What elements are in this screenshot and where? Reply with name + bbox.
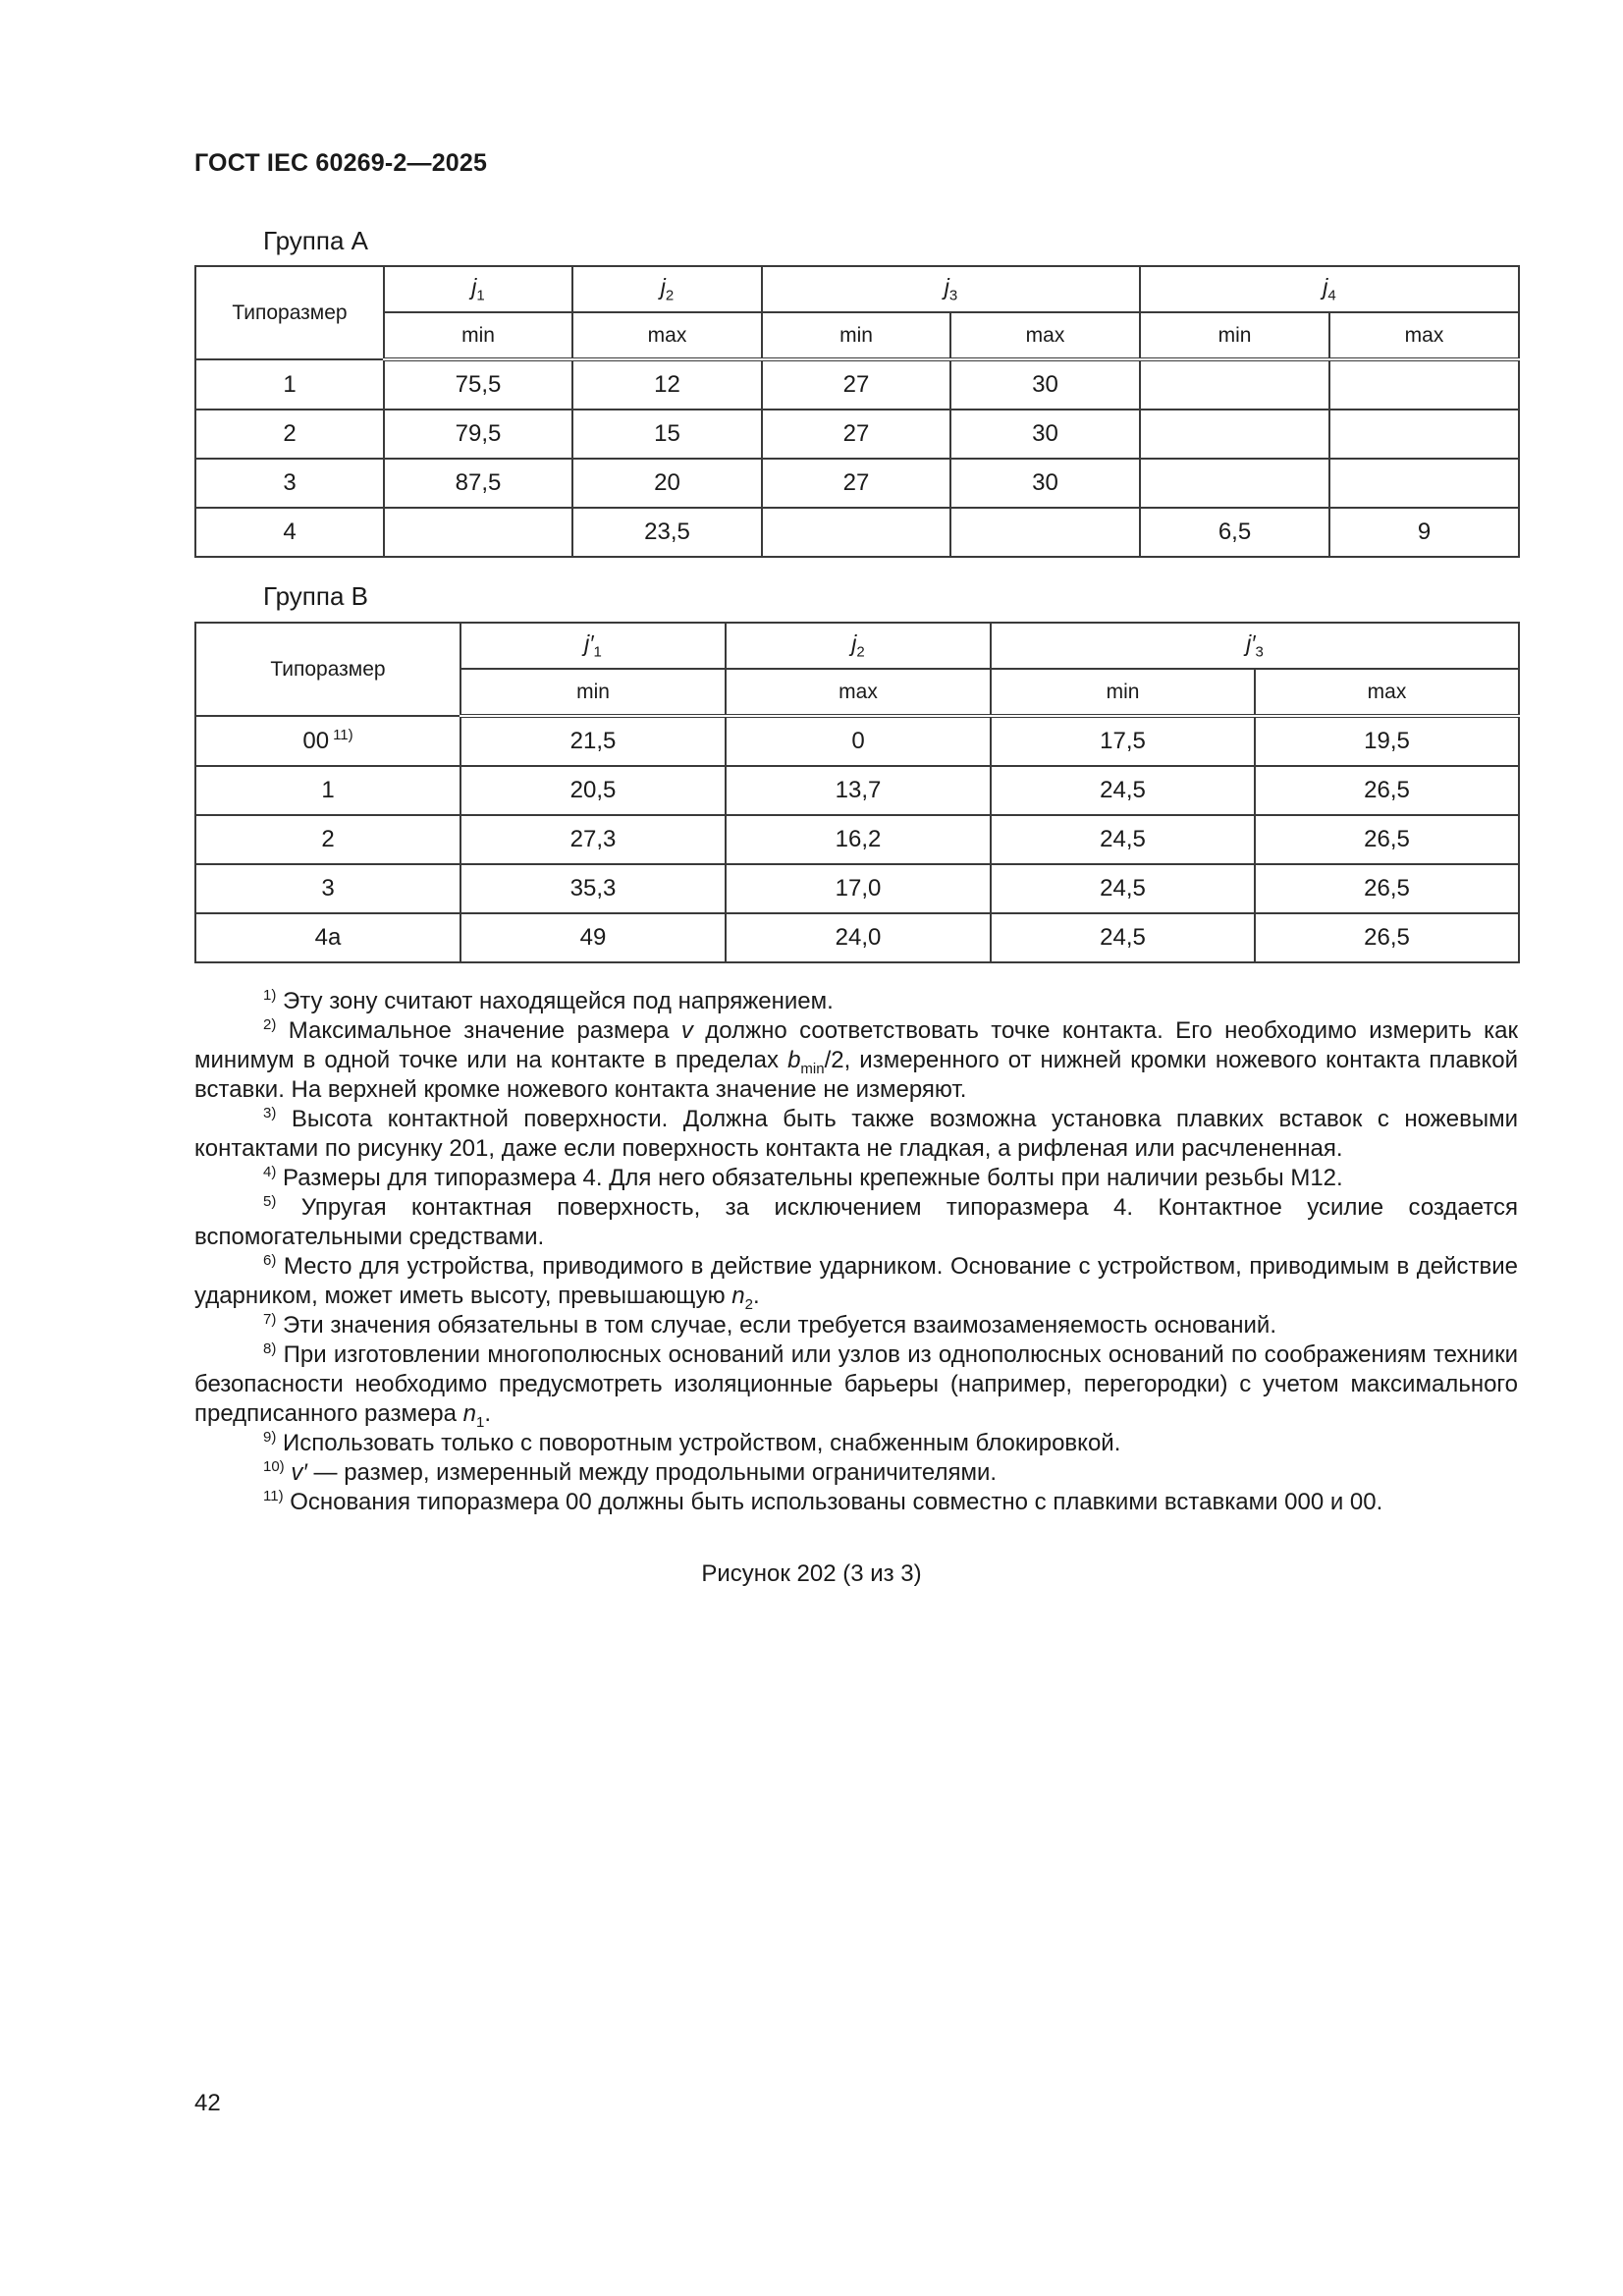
table-cell: 1: [195, 766, 460, 815]
table-cell: 26,5: [1255, 766, 1519, 815]
table-cell: [384, 508, 572, 557]
table-cell: 24,5: [991, 766, 1255, 815]
table-cell: [1329, 359, 1519, 410]
table-row: [195, 359, 1519, 410]
group-a-title: Группа А: [263, 226, 368, 255]
group-a-table: [194, 265, 1520, 558]
table-cell: 24,0: [726, 913, 991, 962]
page-number: 42: [194, 2090, 221, 2116]
table-cell: 13,7: [726, 766, 991, 815]
table-cell: 27: [762, 410, 950, 459]
table-cell: 27: [762, 359, 950, 410]
table-row: [195, 864, 1519, 913]
group-b-title: Группа В: [263, 581, 368, 611]
table-cell: 19,5: [1255, 716, 1519, 766]
table-cell: 75,5: [384, 359, 572, 410]
table-cell: [1140, 459, 1329, 508]
table-row: [195, 716, 1519, 766]
subheader-min: min: [991, 669, 1255, 716]
table-cell: 2: [195, 815, 460, 864]
col-header-j3-prime: $j'_3$: [991, 623, 1519, 669]
table-cell: 49: [460, 913, 726, 962]
subheader-min: min: [762, 312, 950, 359]
table-cell: 79,5: [384, 410, 572, 459]
footnote-6: $^{6)}$ Место для устройства, приводимого в действие ударником. Основание с устройством, приводимым в действие ударником, может иметь высоту, превышающую $n_2$.: [194, 1252, 1518, 1313]
footnote-10: $^{10)}$ v′ — размер, измеренный между продольными ограничителями.: [263, 1458, 998, 1486]
col-header-j2: $j_2$: [726, 623, 991, 669]
footnote-5: $^{5)}$ Упругая контактная поверхность, за исключением типоразмера 4. Контактное усилие создается вспомогательными средствами.: [194, 1193, 1518, 1250]
table-cell: 4a: [195, 913, 460, 962]
table-cell: 27,3: [460, 815, 726, 864]
size-header: Типоразмер: [195, 623, 460, 716]
table-cell: 1: [195, 359, 384, 410]
footnote-4: $^{4)}$ Размеры для типоразмера 4. Для него обязательны крепежные болты при наличии резьбы М12.: [263, 1164, 1343, 1191]
footnote-2: $^{2)}$ Максимальное значение размера v должно соответствовать точке контакта. Его необходимо измерить как минимум в одной точке или на контакте в пределах $b_{min}/2$, измеренного от нижней кромки ножевого контакта плавкой вставки. На верхней кромке ножевого контакта значение не измеряют.: [194, 1016, 1519, 1103]
table-cell: 26,5: [1255, 913, 1519, 962]
table-cell: 3: [195, 459, 384, 508]
table-cell: 15: [572, 410, 762, 459]
subheader-min: min: [384, 312, 572, 359]
subheader-min: min: [460, 669, 726, 716]
table-row: [195, 459, 1519, 508]
subheader-max: max: [1255, 669, 1519, 716]
size-header: Типоразмер: [195, 266, 384, 359]
figure-caption: Рисунок 202 (3 из 3): [701, 1560, 922, 1587]
document-header: ГОСТ IEC 60269-2—2025: [194, 149, 488, 177]
table-row: [195, 815, 1519, 864]
table-cell: 6,5: [1140, 508, 1329, 557]
table-cell: 24,5: [991, 864, 1255, 913]
footnote-3: $^{3)}$ Высота контактной поверхности. Должна быть также возможна установка плавких вставок с ножевыми контактами по рисунку 201, даже если поверхность контакта не гладкая, а рифленая или расчлененная.: [194, 1105, 1518, 1162]
table-cell: 20: [572, 459, 762, 508]
table-cell: 21,5: [460, 716, 726, 766]
table-row: [195, 766, 1519, 815]
table-cell: 12: [572, 359, 762, 410]
table-cell: [1140, 359, 1329, 410]
footnote-7: $^{7)}$ Эти значения обязательны в том случае, если требуется взаимозаменяемость оснований.: [263, 1311, 1276, 1339]
table-cell: 26,5: [1255, 815, 1519, 864]
table-row: [195, 508, 1519, 557]
subheader-max: max: [572, 312, 762, 359]
footnote-1: $^{1)}$ Эту зону считают находящейся под напряжением.: [263, 987, 834, 1014]
col-header-j2: $j_2$: [572, 266, 762, 312]
subheader-min: min: [1140, 312, 1329, 359]
subheader-max: max: [950, 312, 1140, 359]
table-cell: 35,3: [460, 864, 726, 913]
table-cell: 23,5: [572, 508, 762, 557]
table-cell: 30: [950, 410, 1140, 459]
footnotes: [194, 987, 1518, 1517]
table-cell: 30: [950, 459, 1140, 508]
table-cell: [950, 508, 1140, 557]
subheader-max: max: [726, 669, 991, 716]
table-cell: 2: [195, 410, 384, 459]
table-cell: [762, 508, 950, 557]
table-cell: 24,5: [991, 815, 1255, 864]
footnote-9: $^{9)}$ Использовать только с поворотным устройством, снабженным блокировкой.: [263, 1429, 1121, 1456]
table-cell: 17,5: [991, 716, 1255, 766]
table-cell: [1140, 410, 1329, 459]
footnote-ref: 11): [333, 727, 353, 743]
table-cell: 26,5: [1255, 864, 1519, 913]
table-cell: 9: [1329, 508, 1519, 557]
table-row: [195, 913, 1519, 962]
subheader-max: max: [1329, 312, 1519, 359]
table-cell: 0: [726, 716, 991, 766]
group-b-table: [194, 622, 1520, 963]
table-cell: [1329, 410, 1519, 459]
table-row: [195, 410, 1519, 459]
table-cell: 30: [950, 359, 1140, 410]
table-cell: 3: [195, 864, 460, 913]
col-header-j1: $j_1$: [384, 266, 572, 312]
col-header-j4: $j_4$: [1140, 266, 1519, 312]
table-cell: [1329, 459, 1519, 508]
table-cell: 87,5: [384, 459, 572, 508]
table-cell: 20,5: [460, 766, 726, 815]
table-cell: 4: [195, 508, 384, 557]
col-header-j1-prime: $j'_1$: [460, 623, 726, 669]
footnote-8: $^{8)}$ При изготовлении многополюсных оснований или узлов из однополюсных оснований по соображениям техники безопасности необходимо предусмотреть изоляционные барьеры (например, перегородки) с учетом максимального предписанного размера $n_1$.: [194, 1340, 1518, 1431]
col-header-j3: $j_3$: [762, 266, 1140, 312]
table-cell: 24,5: [991, 913, 1255, 962]
table-cell: 17,0: [726, 864, 991, 913]
table-cell: 27: [762, 459, 950, 508]
table-cell: 00 $^{11)}$: [195, 716, 460, 766]
table-cell: 16,2: [726, 815, 991, 864]
footnote-11: $^{11)}$ Основания типоразмера 00 должны быть использованы совместно с плавкими вставками 000 и 00.: [263, 1488, 1383, 1515]
